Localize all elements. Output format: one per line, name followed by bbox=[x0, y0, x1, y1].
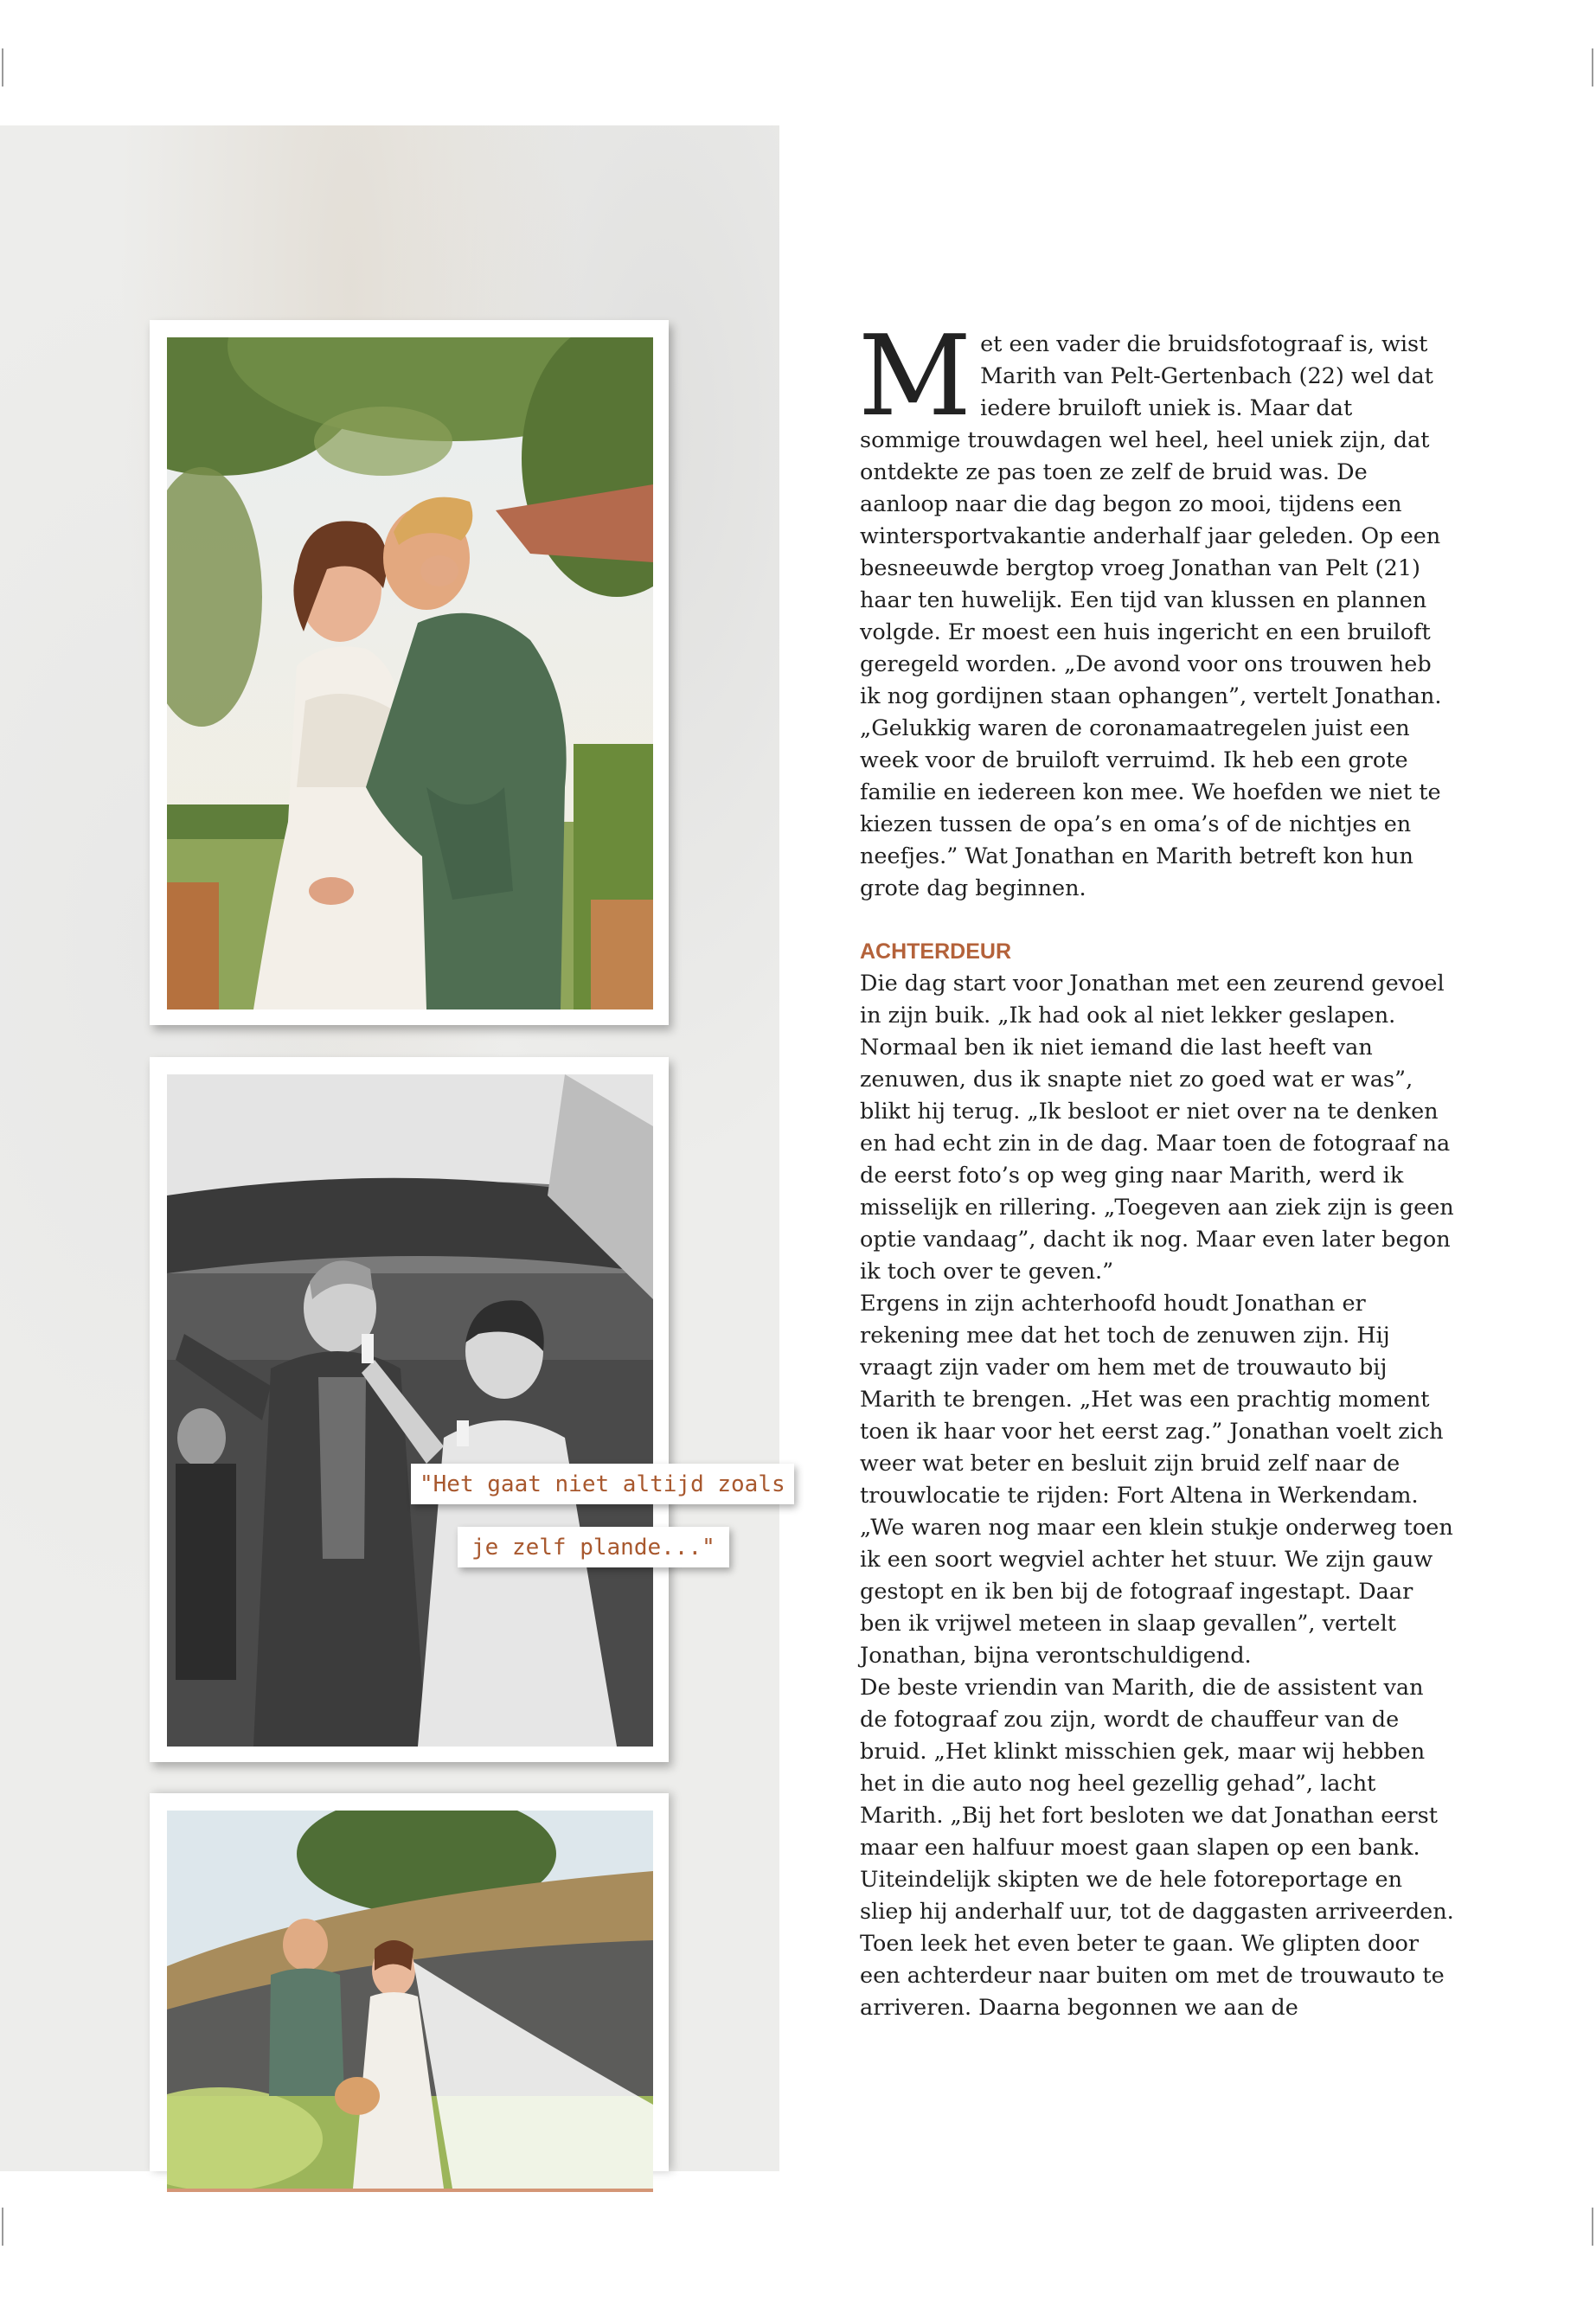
pull-quote-line-1: "Het gaat niet altijd zoals bbox=[411, 1464, 794, 1504]
crop-mark-bottom-left bbox=[2, 2208, 3, 2246]
section-heading: ACHTERDEUR bbox=[860, 939, 1011, 964]
kiss-photo bbox=[167, 337, 653, 1009]
fort-photo bbox=[167, 1811, 653, 2192]
photo-frame-toast bbox=[150, 1057, 669, 1762]
paragraph-3: De beste vriendin van Marith, die de assistent van de fotograaf zou zijn, wordt de chauffeur van de bruid. „Het klinkt misschien gek, maar wij hebben het in die auto nog heel gezellig gehad”, lacht Marith. „Bij het fort besloten we dat Jonathan eerst maar een halfuur moest gaan slapen op een bank. Uiteindelijk skipten we de hele fotoreportage en sliep hij anderhalf uur, tot de daggasten arriveerden. Toen leek het even beter te gaan. We glipten door een achterdeur naar buiten om met de trouwauto te arriveren. Daarna begonnen we aan de bbox=[860, 1675, 1454, 2021]
toast-photo bbox=[167, 1074, 653, 1747]
article-body bbox=[858, 312, 1457, 2024]
intro-text: et een vader die bruidsfotograaf is, wist Marith van Pelt-Gertenbach (22) wel dat iedere bruiloft uniek is. Maar dat sommige trouwdagen wel heel, heel uniek zijn, dat ontdekte ze pas toen ze zelf de bruid was. De aanloop naar die dag begon zo mooi, tijdens een wintersportvakantie anderhalf jaar geleden. Op een besneeuwde bergtop vroeg Jonathan van Pelt (21) haar ten huwelijk. Een tijd van klussen en plannen volgde. Er moest een huis ingericht en een bruiloft geregeld worden. „De avond voor ons trouwen heb ik nog gordijnen staan ophangen”, vertelt Jonathan. „Gelukkig waren de coronamaatregelen juist een week voor de bruiloft verruimd. Ik heb een grote familie en iedereen kon mee. We hoefden we niet te kiezen tussen de opa’s en oma’s of de nichtjes en neefjes.” Wat Jonathan en Marith betreft kon hun grote dag beginnen. bbox=[860, 331, 1442, 901]
drop-cap: M bbox=[858, 312, 972, 441]
photo-frame-kiss bbox=[150, 320, 669, 1025]
pull-quote-line-2: je zelf plande..." bbox=[458, 1527, 729, 1567]
paragraph-2: Ergens in zijn achterhoofd houdt Jonathan er rekening mee dat het toch de zenuwen zijn. Hij vraagt zijn vader om hem met de trouwauto bij Marith te brengen. „Het was een prachtig moment toen ik haar voor het eerst zag.” Jonathan voelt zich weer wat beter en besluit zijn bruid zelf naar de trouwlocatie te rijden: Fort Altena in Werkendam. „We waren nog maar een klein stukje onderweg toen ik een soort wegviel achter het stuur. We zijn gauw gestopt en ik ben bij de fotograaf ingestapt. Daar ben ik vrijwel meteen in slaap gevallen”, vertelt Jonathan, bijna verontschuldigend. bbox=[860, 1291, 1453, 1669]
intro-paragraph bbox=[858, 312, 1457, 905]
paragraph-1: Die dag start voor Jonathan met een zeurend gevoel in zijn buik. „Ik had ook al niet lekker geslapen. Normaal ben ik niet iemand die last heeft van zenuwen, dus ik snapte niet zo goed wat er was”, blikt hij terug. „Ik besloot er niet over na te denken en had echt zin in de dag. Maar toen de fotograaf na de eerst foto’s op weg ging naar Marith, werd ik misselijk en rillering. „Toegeven aan ziek zijn is geen optie vandaag”, dacht ik nog. Maar even later begon ik toch over te geven.” bbox=[860, 971, 1454, 1285]
photo-frame-fort bbox=[150, 1793, 669, 2171]
crop-mark-top-left bbox=[2, 48, 3, 87]
crop-mark-top-right bbox=[1592, 48, 1593, 87]
crop-mark-bottom-right bbox=[1592, 2208, 1593, 2246]
